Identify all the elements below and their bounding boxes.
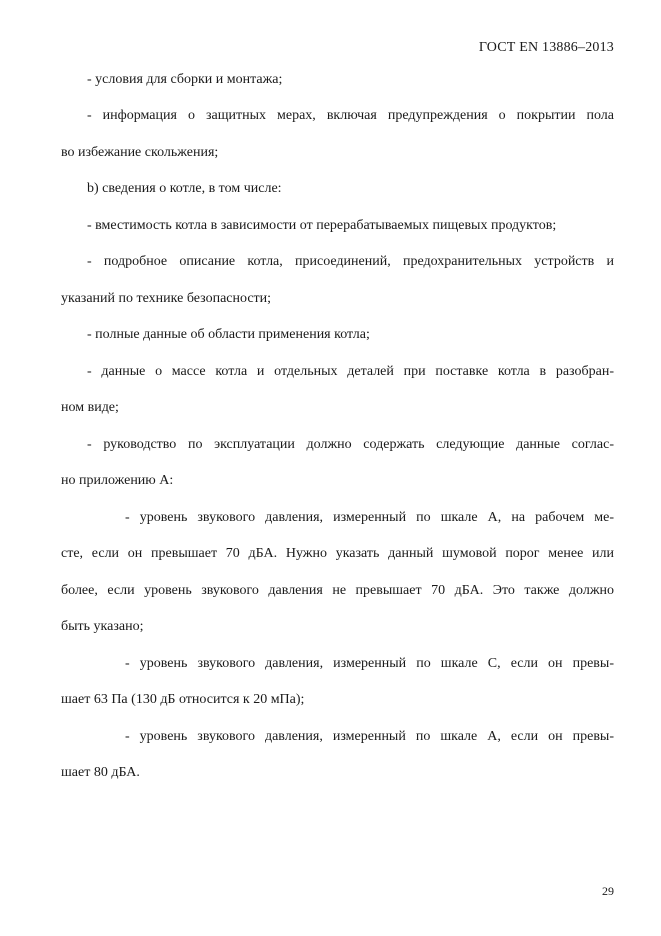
standard-header: ГОСТ EN 13886–2013 [478,40,614,55]
text-line: - уровень звукового давления, измеренный по шкале А, на рабочем ме- [125,510,614,525]
text-line: ном виде; [61,400,119,415]
text-line: указаний по технике безопасности; [61,291,272,306]
text-line: - руководство по эксплуатации должно содержать следующие данные соглас- [87,437,614,452]
text-line: - условия для сборки и монтажа; [87,72,283,87]
text-line: во избежание скольжения; [61,145,219,160]
text-line: - подробное описание котла, присоединений, предохранительных устройств и [87,254,614,269]
text-line: - уровень звукового давления, измеренный по шкале С, если он превы- [125,656,614,671]
text-line: шает 63 Па (130 дБ относится к 20 мПа); [61,692,305,707]
page-number: 29 [602,884,614,898]
text-line: более, если уровень звукового давления не превышает 70 дБА. Это также должно [61,583,614,598]
text-line: шает 80 дБА. [61,765,140,780]
text-line: - данные о массе котла и отдельных деталей при поставке котла в разобран- [87,364,614,379]
text-line: но приложению А: [61,473,174,488]
text-line: b) сведения о котле, в том числе: [87,181,282,196]
text-line: - полные данные об области применения котла; [87,327,370,342]
text-line: - вместимость котла в зависимости от перерабатываемых пищевых продуктов; [87,218,557,233]
text-line: - уровень звукового давления, измеренный по шкале А, если он превы- [125,729,614,744]
text-line: быть указано; [61,619,144,634]
text-line: - информация о защитных мерах, включая предупреждения о покрытии пола [87,108,614,123]
text-line: сте, если он превышает 70 дБА. Нужно указать данный шумовой порог менее или [61,546,614,561]
